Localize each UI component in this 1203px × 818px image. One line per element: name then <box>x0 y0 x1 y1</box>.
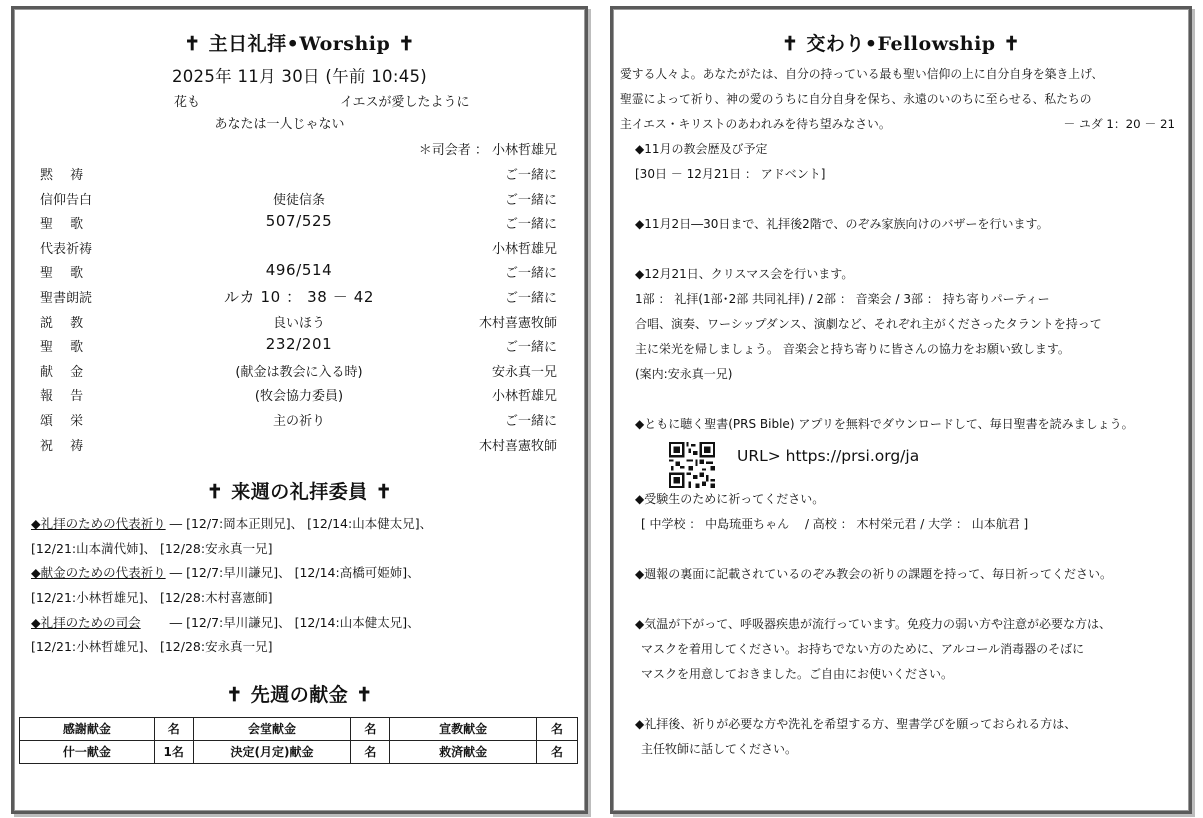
fellowship-title-text: 交わり•Fellowship <box>806 33 996 55</box>
service-item-name: 祝 祷 <box>40 438 84 454</box>
committee-title <box>14 477 585 504</box>
service-item-name: 黙 祷 <box>40 168 84 183</box>
health-detail: マスクを着用してください。お持ちでない方のために、アルコール消毒器のそばに <box>641 642 1085 656</box>
service-date: 2025年 11月 30日 (午前 10:45) <box>171 67 428 86</box>
duty-schedule-cont: [12/21:小林哲雄兄]、 [12/28:木村喜憲師] <box>31 589 273 605</box>
service-item <box>14 162 585 187</box>
service-item-person: ご一緒に <box>504 168 557 183</box>
service-item-content: 使徒信条 <box>272 192 325 208</box>
fellowship-title <box>613 29 1189 56</box>
service-item-content: 232/201 <box>265 335 333 354</box>
service-item-name: 聖 歌 <box>40 266 84 282</box>
offering-title <box>14 680 585 707</box>
service-item-person: ご一緒に <box>504 266 557 282</box>
service-item-content: ルカ 10 ： 38 － 42 <box>223 287 375 306</box>
offering-title-text: 先週の献金 <box>250 683 349 706</box>
duty-schedule: ― [12/7:早川謙兄]、 [12/14:高橋可姫姉]、 <box>165 565 420 581</box>
service-item <box>14 236 585 261</box>
service-item-person: ご一緒に <box>504 340 557 356</box>
cross-icon: ✝ <box>398 33 415 55</box>
students-list: [ 中学校 ： 中島琉亜ちゃん / 高校 ： 木村栄元君 / 大学 ： 山本航君 ] <box>641 517 1029 531</box>
duty-row <box>31 611 585 636</box>
duty-label: ◆礼拝のための代表祈り <box>31 516 166 532</box>
duty-row <box>31 561 585 586</box>
offering-count: 名 <box>537 717 578 740</box>
offering-type: 宣教献金 <box>390 717 537 740</box>
calendar-title: ◆11月の教会歴及び予定 <box>635 142 768 156</box>
service-item-name: 聖 歌 <box>40 217 84 233</box>
verse-reference: － ユダ 1：20 － 21 <box>1063 117 1175 131</box>
offering-count: 名 <box>351 740 390 763</box>
offering-row <box>20 740 578 763</box>
service-item-name: 説 教 <box>40 315 84 331</box>
service-item-name: 代表祈祷 <box>40 241 93 257</box>
offering-type: 救済献金 <box>390 740 537 763</box>
duty-schedule-cont: [12/21:小林哲雄兄]、 [12/28:安永真一兄] <box>31 639 273 655</box>
qr-code-icon <box>669 442 715 488</box>
offering-type: 什一献金 <box>20 740 155 763</box>
duty-schedule-cont: [12/21:山本満代姉]、 [12/28:安永真一兄] <box>31 540 273 556</box>
service-leader: ＊司会者 ： 小林哲雄兄 <box>418 143 557 158</box>
christmas-detail: 合唱、演奏、ワーシップダンス、演劇など、それぞれ主がくださったタラントを持って <box>635 317 1102 331</box>
offering-count: 名 <box>351 717 390 740</box>
offering-count: 1名 <box>154 740 193 763</box>
christmas-detail: 1部 ： 礼拝(1部･2部 共同礼拝) / 2部 ： 音楽会 / 3部 ： 持ち寄りパーティー <box>635 292 1050 306</box>
theme-right: イエスが愛したように <box>340 95 470 110</box>
duty-label: ◆献金のための代表祈り <box>31 565 166 581</box>
sermon-themes <box>14 87 585 110</box>
service-item <box>14 187 585 212</box>
service-item-person: ご一緒に <box>504 192 557 208</box>
sub-theme: あなたは一人じゃない <box>214 117 345 132</box>
service-item-person: 木村喜憲牧師 <box>478 438 557 454</box>
scripture-verse <box>613 62 1189 137</box>
worship-title-text: 主日礼拝•Worship <box>208 33 391 55</box>
service-item-person: ご一緒に <box>504 290 557 306</box>
cross-icon: ✝ <box>781 33 799 55</box>
pastor-notice: ◆礼拝後、祈りが必要な方や洗礼を希望する方、聖書学びを願っておられる方は、 <box>635 717 1077 731</box>
service-item <box>14 211 585 236</box>
duty-schedule: ― [12/7:早川謙兄]、 [12/14:山本健太兄]、 <box>140 614 420 630</box>
service-item <box>14 310 585 335</box>
service-item-name: 献 金 <box>40 364 84 380</box>
service-item <box>14 383 585 408</box>
service-item <box>14 359 585 384</box>
verse-line: 愛する人々よ。あなたがたは、自分の持っている最も聖い信仰の上に自分自身を築き上げ、 <box>620 67 1104 81</box>
service-item-content: 507/525 <box>265 212 333 231</box>
offering-table <box>19 717 578 764</box>
service-item-name: 聖 歌 <box>40 340 84 356</box>
christmas-detail: 主に栄光を帰しましょう。 音楽会と持ち寄りに皆さんの協力をお願い致します。 <box>635 342 1070 356</box>
service-item-content: 主の祈り <box>272 413 325 429</box>
service-item-person: ご一緒に <box>504 413 557 429</box>
verse-line: 聖霊によって祈り、神の愛のうちに自分自身を保ち、永遠のいのちに至らせる、私たちの <box>620 92 1092 106</box>
health-detail: マスクを用意しておきました。ご自由にお使いください。 <box>641 667 954 681</box>
service-item-person: 小林哲雄兄 <box>491 241 557 257</box>
duty-schedule: ― [12/7:岡本正則兄]、 [12/14:山本健太兄]、 <box>165 516 433 532</box>
service-item-person: 安永真一兄 <box>491 364 557 380</box>
worship-title <box>14 29 585 56</box>
cross-icon: ✝ <box>184 33 201 55</box>
app-link-row <box>613 437 1189 485</box>
worship-panel <box>11 6 588 814</box>
cross-icon: ✝ <box>375 481 393 504</box>
offering-count: 名 <box>154 717 193 740</box>
verse-line: 主イエス・キリストのあわれみを待ち望みなさい。 － ユダ 1：20 － 21 <box>620 112 1189 137</box>
pastor-detail: 主任牧師に話してください。 <box>641 742 798 756</box>
cross-icon: ✝ <box>1003 33 1020 55</box>
cross-icon: ✝ <box>226 683 243 706</box>
service-item-content: (牧会協力委員) <box>254 389 344 405</box>
fellowship-panel <box>610 6 1192 814</box>
service-item <box>14 334 585 359</box>
service-item-person: ご一緒に <box>504 217 557 233</box>
students-title: ◆受験生のために祈ってください。 <box>635 492 825 506</box>
offering-type: 決定(月定)献金 <box>193 740 351 763</box>
christmas-notice: ◆12月21日、クリスマス会を行います。 <box>635 267 854 281</box>
service-item-content: 良いほう <box>272 315 325 331</box>
service-item-name: 頌 栄 <box>40 413 84 429</box>
service-item-person: 木村喜憲牧師 <box>478 315 557 331</box>
cross-icon: ✝ <box>206 481 224 504</box>
calendar-line: [30日 － 12月21日 ： アドベント] <box>635 167 826 181</box>
service-item-name: 聖書朗読 <box>40 290 93 306</box>
service-item <box>14 260 585 285</box>
offering-count: 名 <box>537 740 578 763</box>
service-item-name: 報 告 <box>40 389 84 405</box>
order-of-service <box>14 162 585 457</box>
bible-app-notice: ◆ともに聴く聖書(PRS Bible) アプリを無料でダウンロードして、毎日聖書を読みましょう。 <box>635 417 1134 431</box>
service-item-content: 496/514 <box>265 261 333 280</box>
theme-left: 花も <box>174 95 201 110</box>
offering-type: 会堂献金 <box>193 717 351 740</box>
service-item-content: (献金は教会に入る時) <box>235 364 363 380</box>
duty-label: ◆礼拝のための司会 <box>31 614 141 630</box>
bazaar-notice: ◆11月2日―30日まで、礼拝後2階で、のぞみ家族向けのバザーを行います。 <box>635 217 1049 231</box>
committee-list <box>14 512 585 660</box>
service-item <box>14 285 585 310</box>
christmas-contact: (案内:安永真一兄) <box>635 367 733 381</box>
offering-row <box>20 717 578 740</box>
cross-icon: ✝ <box>356 683 373 706</box>
service-item-person: 小林哲雄兄 <box>491 389 557 405</box>
service-item-name: 信仰告白 <box>40 192 93 208</box>
service-item <box>14 433 585 458</box>
app-url-link[interactable]: URL> https://prsi.org/ja <box>737 447 920 465</box>
duty-row <box>31 512 585 537</box>
service-item <box>14 408 585 433</box>
offering-type: 感謝献金 <box>20 717 155 740</box>
health-notice: ◆気温が下がって、呼吸器疾患が流行っています。免疫力の弱い方や注意が必要な方は、 <box>635 617 1112 631</box>
prayer-notice: ◆週報の裏面に記載されているのぞみ教会の祈りの課題を持って、毎日祈ってください。 <box>635 567 1112 581</box>
committee-title-text: 来週の礼拝委員 <box>231 481 368 504</box>
